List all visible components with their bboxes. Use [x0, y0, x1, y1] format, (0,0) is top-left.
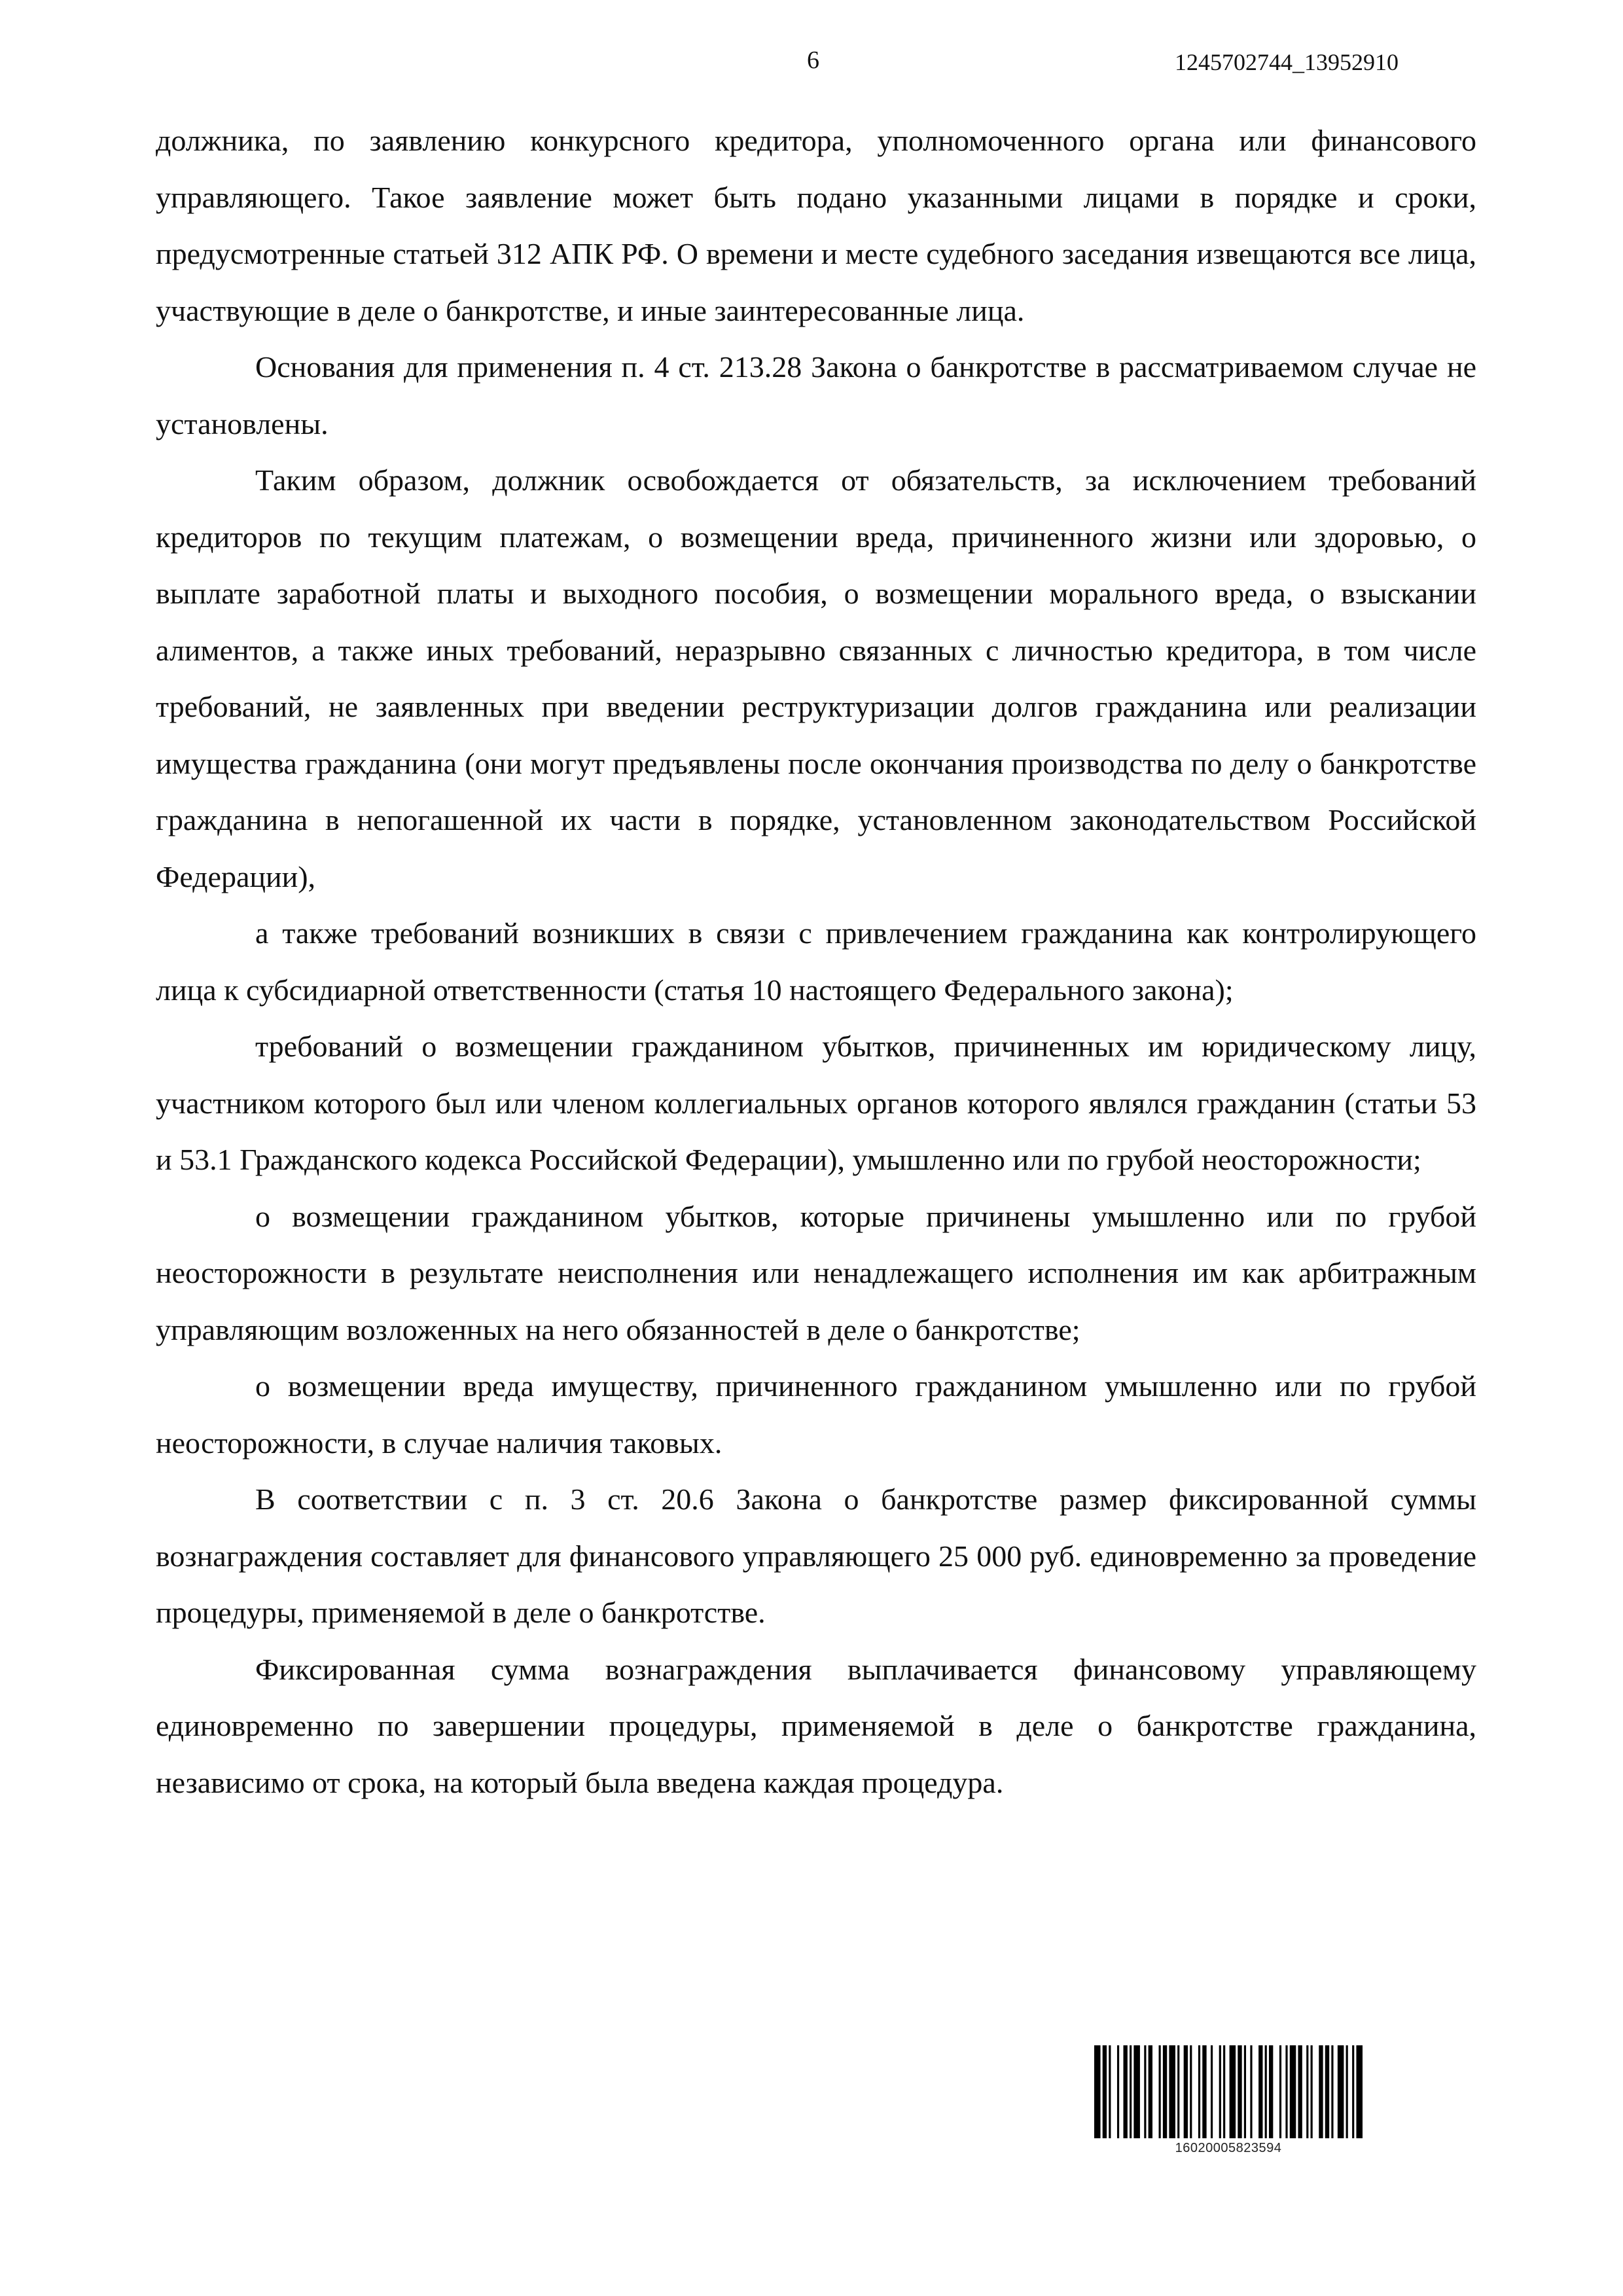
barcode-bar: [1130, 2045, 1132, 2138]
barcode-bar: [1325, 2045, 1329, 2138]
paragraph-grounds: Основания для применения п. 4 ст. 213.28 Закона о банкротстве в рассматриваемом случае не установлены.: [156, 350, 1476, 440]
barcode-bar: [1279, 2045, 1281, 2138]
barcode-bar: [1149, 2045, 1152, 2138]
barcode-bar: [1159, 2045, 1161, 2138]
barcode-bar: [1223, 2045, 1225, 2138]
paragraph-damages-arbitration-manager: о возмещении гражданином убытков, которые причинены умышленно или по грубой неосторожности в результате неисполнения или ненадлежащего исполнения им как арбитражным управляющим возложенных на него обязанностей в деле о банкротстве;: [156, 1199, 1476, 1346]
barcode-bar: [1177, 2045, 1179, 2138]
barcode-bar: [1230, 2045, 1236, 2138]
page-header: [0, 46, 1623, 92]
page-number: 6: [807, 46, 819, 74]
paragraph-release-from-obligations: Таким образом, должник освобождается от обязательств, за исключением требований кредиторов по текущим платежам, о возмещении вреда, причиненного жизни или здоровью, о выплате заработной платы и выходного пособия, о возмещении морального вреда, о взыскании алиментов, а также иных требований, неразрывно связанных с личностью кредитора, в том числе требований, не заявленных при введении реструктуризации долгов гражданина или реализации имущества гражданина (они могут предъявлены после окончания производства по делу о банкротстве гражданина в непогашенной их части в порядке, установленном законодательством Российской Федерации),: [156, 463, 1476, 893]
barcode-bar: [1190, 2045, 1192, 2138]
barcode-bar: [1117, 2045, 1119, 2138]
barcode-bar: [1219, 2045, 1221, 2138]
barcode-bar: [1290, 2045, 1296, 2138]
paragraph-fixed-remuneration: В соответствии с п. 3 ст. 20.6 Закона о банкротстве размер фиксированной суммы вознаграждения составляет для финансового управляющего 25 000 руб. единовременно за проведение процедуры, применяемой в деле о банкротстве.: [156, 1482, 1476, 1629]
barcode-bar: [1244, 2045, 1246, 2138]
barcode-bar: [1298, 2045, 1302, 2138]
barcode-bar: [1211, 2045, 1213, 2138]
barcode-bar: [1094, 2045, 1101, 2138]
barcode-bar: [1144, 2045, 1146, 2138]
barcode-bar: [1163, 2045, 1167, 2138]
barcode-bar: [1311, 2045, 1313, 2138]
barcode-bar: [1331, 2045, 1333, 2138]
document-id: 1245702744_13952910: [1175, 49, 1399, 75]
barcode-bar: [1103, 2045, 1107, 2138]
barcode-bar: [1133, 2045, 1140, 2138]
barcode-bar: [1269, 2045, 1273, 2138]
barcode-bar: [1169, 2045, 1175, 2138]
barcode-bar: [1258, 2045, 1262, 2138]
barcode: [1094, 2045, 1363, 2157]
paragraph-continuation: должника, по заявлению конкурсного кредитора, уполномоченного органа или финансового управляющего. Такое заявление может быть подано указанными лицами в порядке и сроки, предусмотренные статьей 312 АПК РФ. О времени и месте судебного заседания извещаются все лица, участвующие в деле о банкротстве, и иные заинтересованные лица.: [156, 124, 1476, 327]
barcode-bar: [1124, 2045, 1128, 2138]
barcode-bar: [1265, 2045, 1267, 2138]
barcode-bar: [1319, 2045, 1323, 2138]
barcode-bar: [1238, 2045, 1241, 2138]
barcode-bars: [1094, 2045, 1363, 2138]
barcode-bar: [1109, 2045, 1111, 2138]
paragraph-property-harm: о возмещении вреда имуществу, причиненного гражданином умышленно или по грубой неосторожности, в случае наличия таковых.: [156, 1369, 1476, 1460]
barcode-bar: [1352, 2045, 1354, 2138]
barcode-bar: [1338, 2045, 1344, 2138]
paragraph-remuneration-payment: Фиксированная сумма вознаграждения выплачивается финансовому управляющему единовременно по завершении процедуры, применяемой в деле о банкротстве гражданина, независимо от срока, на который была введена каждая процедура.: [156, 1652, 1476, 1799]
barcode-number: 16020005823594: [1175, 2141, 1282, 2155]
barcode-bar: [1285, 2045, 1287, 2138]
barcode-bar: [1346, 2045, 1348, 2138]
document-body: [156, 113, 1476, 1811]
barcode-bar: [1184, 2045, 1188, 2138]
barcode-bar: [1198, 2045, 1200, 2138]
barcode-bar: [1356, 2045, 1363, 2138]
paragraph-subsidiary-liability: а также требований возникших в связи с привлечением гражданина как контролирующего лица к субсидиарной ответственности (статья 10 настоящего Федерального закона);: [156, 916, 1476, 1007]
paragraph-damages-legal-entity: требований о возмещении гражданином убытков, причиненных им юридическому лицу, участником которого был или членом коллегиальных органов которого являлся гражданин (статьи 53 и 53.1 Гражданского кодекса Российской Федерации), умышленно или по грубой неосторожности;: [156, 1030, 1476, 1176]
barcode-bar: [1306, 2045, 1308, 2138]
barcode-bar: [1202, 2045, 1206, 2138]
barcode-bar: [1250, 2045, 1252, 2138]
